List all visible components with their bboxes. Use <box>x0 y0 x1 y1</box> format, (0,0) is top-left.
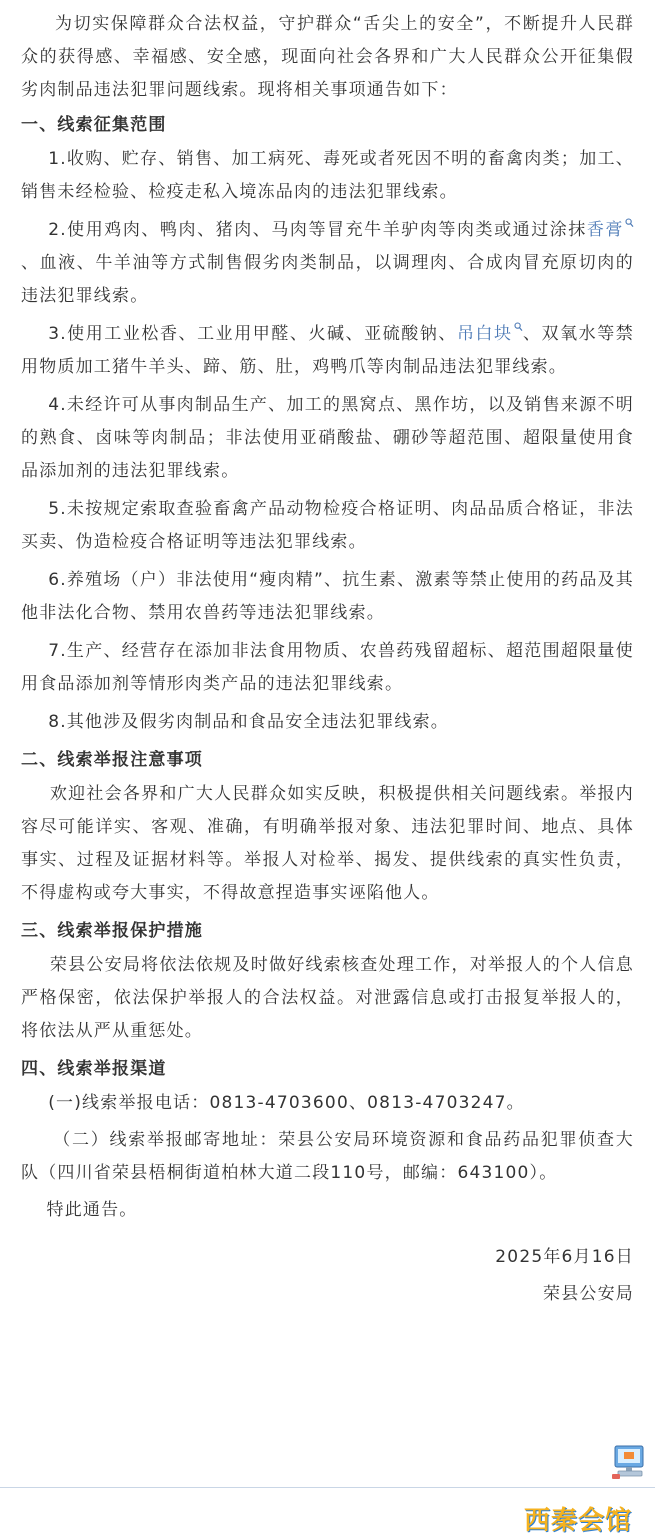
item2-text-post: 、血液、牛羊油等方式制售假劣肉类制品，以调理肉、合成肉冒充原切肉的违法犯罪线索。 <box>21 253 634 306</box>
section2-body: 欢迎社会各界和广大人民群众如实反映，积极提供相关问题线索。举报内容尽可能详实、客观、准确，有明确举报对象、违法犯罪时间、地点、具体事实、过程及证据材料等。举报人对检举、揭发、提供线索的真实性负责，不得虚构或夸大事实，不得故意捏造事实诬陷他人。 <box>21 784 634 903</box>
section1-item-1: 1.收购、贮存、销售、加工病死、毒死或者死因不明的畜禽肉类；加工、销售未经检验、检疫走私入境冻品肉的违法犯罪线索。 <box>21 149 634 202</box>
search-icon[interactable] <box>625 218 634 228</box>
section1-item-4: 4.未经许可从事肉制品生产、加工的黑窝点、黑作坊，以及销售来源不明的熟食、卤味等肉制品；非法使用亚硝酸盐、硼砂等超范围、超限量使用食品添加剂的违法犯罪线索。 <box>21 395 634 481</box>
section1-item-7: 7.生产、经营存在添加非法食用物质、农兽药残留超标、超范围超限量使用食品添加剂等情形肉类产品的违法犯罪线索。 <box>21 641 634 694</box>
footer-divider <box>0 1487 655 1488</box>
section1-item-2 <box>21 214 634 313</box>
section3-heading: 三、线索举报保护措施 <box>21 921 203 941</box>
intro-paragraph: 为切实保障群众合法权益，守护群众“舌尖上的安全”，不断提升人民群众的获得感、幸福感、安全感，现面向社会各界和广大人民群众公开征集假劣肉制品违法犯罪问题线索。现将相关事项通告如下： <box>21 14 634 100</box>
report-phone: (一)线索举报电话：0813-4703600、0813-4703247。 <box>48 1093 525 1113</box>
section1-heading: 一、线索征集范围 <box>21 115 167 135</box>
section1-item-6: 6.养殖场（户）非法使用“瘦肉精”、抗生素、激素等禁止使用的药品及其他非法化合物、禁用农兽药等违法犯罪线索。 <box>21 570 634 623</box>
section4-heading: 四、线索举报渠道 <box>21 1059 167 1079</box>
keyword-link-xianggao[interactable]: 香膏 <box>586 220 624 240</box>
search-icon[interactable] <box>514 322 523 332</box>
section1-item-8: 8.其他涉及假劣肉制品和食品安全违法犯罪线索。 <box>48 712 450 732</box>
watermark-logo: 西秦会馆 <box>524 1506 633 1536</box>
section3-body: 荣县公安局将依法依规及时做好线索核查处理工作，对举报人的个人信息严格保密，依法保护举报人的合法权益。对泄露信息或打击报复举报人的，将依法从严从重惩处。 <box>21 955 634 1041</box>
section2-heading: 二、线索举报注意事项 <box>21 750 203 770</box>
computer-icon <box>612 1444 646 1484</box>
item3-text-pre: 3.使用工业松香、工业用甲醛、火碱、亚硫酸钠、 <box>48 324 457 344</box>
item3-text-post: 、双氧水等禁用物质加工猪牛羊头、蹄、筋、肚，鸡鸭爪等肉制品违法犯罪线索。 <box>21 324 634 377</box>
report-mail-address: （二）线索举报邮寄地址：荣县公安局环境资源和食品药品犯罪侦查大队（四川省荣县梧桐街道柏林大道二段110号，邮编：643100）。 <box>21 1130 634 1183</box>
notice-date: 2025年6月16日 <box>495 1247 634 1267</box>
section1-item-5: 5.未按规定索取查验畜禽产品动物检疫合格证明、肉品品质合格证，非法买卖、伪造检疫合格证明等违法犯罪线索。 <box>21 499 634 552</box>
notice-document <box>21 8 634 1315</box>
section1-item-3 <box>21 318 634 384</box>
keyword-link-diaobaikuai[interactable]: 吊白块 <box>456 324 513 344</box>
closing-text: 特此通告。 <box>46 1200 138 1220</box>
item2-text-pre: 2.使用鸡肉、鸭肉、猪肉、马肉等冒充牛羊驴肉等肉类或通过涂抹 <box>48 220 587 240</box>
issuer-name: 荣县公安局 <box>543 1284 634 1304</box>
